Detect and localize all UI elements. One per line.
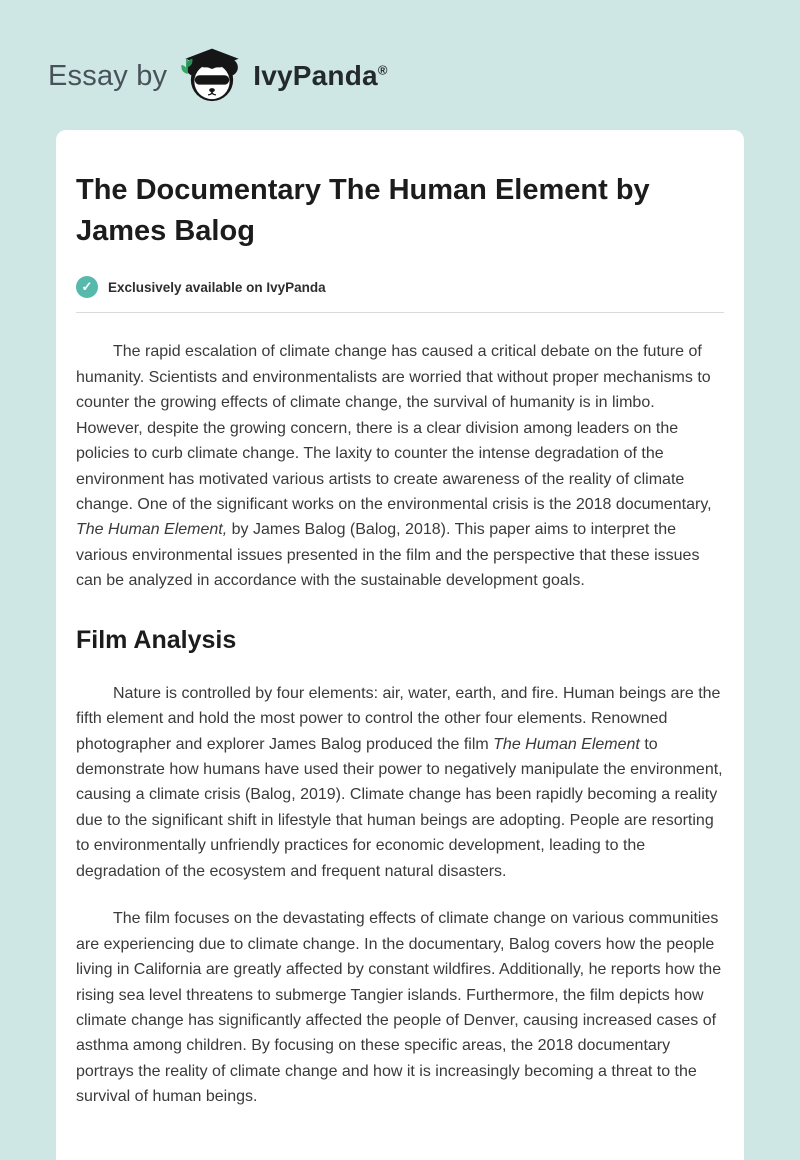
panda-graduate-icon <box>179 47 245 105</box>
essay-card <box>56 130 744 1160</box>
ivypanda-logo[interactable] <box>179 47 387 105</box>
availability-badge <box>76 276 724 298</box>
essay-by-label: Essay by <box>48 59 168 92</box>
analysis-1-pre: Nature is controlled by four elements: air, water, earth, and fire. Human beings are the fifth element and hold the most power to control the other four elements. Renowned photographer and explorer James Balog produced the film <box>76 684 721 753</box>
analysis-paragraph-1 <box>76 681 724 885</box>
check-icon: ✓ <box>76 276 98 298</box>
intro-film-title: The Human Element, <box>76 521 228 539</box>
intro-paragraph <box>76 339 724 593</box>
intro-text-post: by James Balog (Balog, 2018). This paper aims to interpret the various environmental issues presented in the film and the perspective that these issues can be analyzed in accordance with the sustainable development goals. <box>76 521 700 590</box>
intro-text-pre: The rapid escalation of climate change has caused a critical debate on the future of humanity. Scientists and environmentalists are worried that without proper mechanisms to counter the growing effects of climate change, the survival of humanity is in limbo. However, despite the growing concern, there is a clear division among leaders on the policies to curb climate change. The laxity to counter the intense degradation of the environment has motivated various artists to create awareness of the reality of climate change. One of the significant works on the environmental crisis is the 2018 documentary, <box>76 343 712 513</box>
analysis-1-post: to demonstrate how humans have used their power to negatively manipulate the environment, causing a climate crisis (Balog, 2019). Climate change has been rapidly becoming a reality due to the significant shift in lifestyle that human beings are adopting. People are resorting to environmentally unfriendly practices for economic development, leading to the degradation of the ecosystem and frequent natural disasters. <box>76 735 723 880</box>
analysis-paragraph-2: The film focuses on the devastating effects of climate change on various communities are experiencing due to climate change. In the documentary, Balog covers how the people living in California are greatly affected by constant wildfires. Additionally, he reports how the rising sea level threatens to submerge Tangier islands. Furthermore, the film depicts how climate change has significantly affected the people of Denver, causing increased cases of asthma among children. By focusing on these specific areas, the 2018 documentary portrays the reality of climate change and how it is increasingly becoming a threat to the survival of human beings. <box>76 910 722 1106</box>
brand-name: IvyPanda® <box>253 60 388 91</box>
availability-text: Exclusively available on IvyPanda <box>108 279 326 295</box>
analysis-film-title: The Human Element <box>493 735 640 753</box>
registered-mark: ® <box>377 62 388 78</box>
header <box>0 0 800 112</box>
divider <box>76 312 724 313</box>
essay-title: The Documentary The Human Element by James Balog <box>76 174 650 248</box>
film-analysis-heading: Film Analysis <box>76 625 237 654</box>
